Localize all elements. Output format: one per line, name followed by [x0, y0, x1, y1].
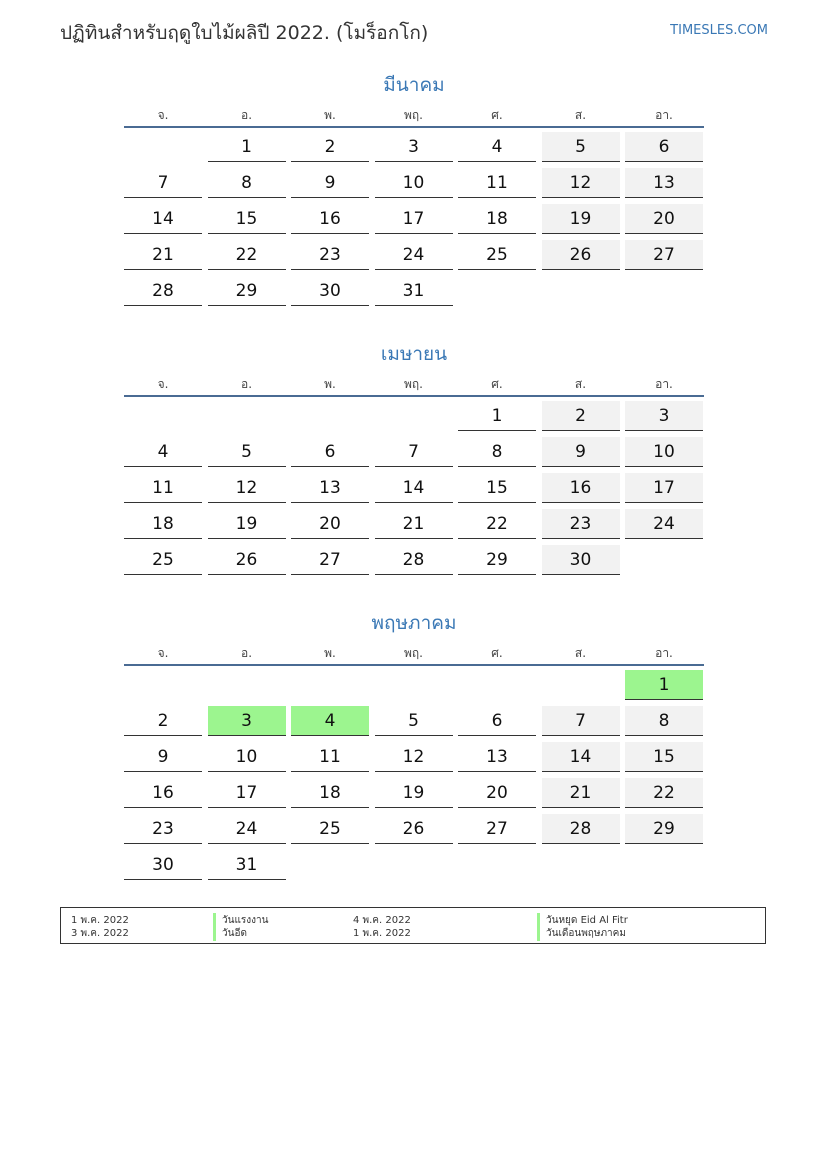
day-cell[interactable]: 15: [625, 742, 703, 772]
weekday-label: พ.: [324, 108, 336, 122]
weekday-label: อา.: [655, 108, 673, 122]
day-cell[interactable]: 3: [375, 132, 453, 162]
day-cell[interactable]: 26: [375, 814, 453, 844]
weekday-label: จ.: [157, 377, 169, 391]
day-cell[interactable]: 23: [542, 509, 620, 539]
legend-name: วันอีด: [213, 926, 247, 941]
day-cell[interactable]: 19: [375, 778, 453, 808]
day-cell[interactable]: 6: [625, 132, 703, 162]
day-cell[interactable]: 20: [458, 778, 536, 808]
site-link[interactable]: TIMESLES.COM: [670, 23, 768, 38]
legend-name: วันแรงงาน: [213, 913, 268, 928]
day-cell[interactable]: 19: [208, 509, 286, 539]
day-cell[interactable]: 12: [375, 742, 453, 772]
day-cell[interactable]: 10: [208, 742, 286, 772]
weekday-label: อา.: [655, 377, 673, 391]
day-cell[interactable]: 8: [625, 706, 703, 736]
weekday-label: จ.: [157, 646, 169, 660]
day-cell[interactable]: 14: [542, 742, 620, 772]
weekday-header: [124, 375, 704, 395]
day-cell[interactable]: 3: [625, 401, 703, 431]
day-cell[interactable]: 1: [458, 401, 536, 431]
weekday-header: [124, 106, 704, 126]
weekday-label: จ.: [157, 108, 169, 122]
day-cell[interactable]: 11: [291, 742, 369, 772]
day-cell[interactable]: 26: [542, 240, 620, 270]
day-cell[interactable]: 6: [458, 706, 536, 736]
day-cell[interactable]: 27: [291, 545, 369, 575]
day-cell[interactable]: 5: [208, 437, 286, 467]
day-cell[interactable]: 25: [124, 545, 202, 575]
day-cell[interactable]: 6: [291, 437, 369, 467]
weekday-label: ศ.: [491, 646, 503, 660]
day-cell[interactable]: 21: [542, 778, 620, 808]
month-title: มีนาคม: [383, 74, 445, 96]
day-cell[interactable]: 7: [124, 168, 202, 198]
legend-date: 1 พ.ค. 2022: [71, 915, 129, 926]
day-cell[interactable]: 30: [542, 545, 620, 575]
day-cell[interactable]: 27: [458, 814, 536, 844]
day-cell[interactable]: 24: [375, 240, 453, 270]
day-cell[interactable]: 13: [625, 168, 703, 198]
legend-date: 3 พ.ค. 2022: [71, 928, 129, 939]
weekday-label: ศ.: [491, 377, 503, 391]
weekday-label: พ.: [324, 646, 336, 660]
day-cell[interactable]: 14: [124, 204, 202, 234]
day-cell[interactable]: 5: [542, 132, 620, 162]
day-cell[interactable]: 22: [625, 778, 703, 808]
day-cell[interactable]: 2: [124, 706, 202, 736]
day-cell[interactable]: 21: [375, 509, 453, 539]
weekday-label: ส.: [574, 646, 587, 660]
day-cell[interactable]: 30: [124, 850, 202, 880]
day-cell[interactable]: 4: [458, 132, 536, 162]
day-cell[interactable]: 13: [291, 473, 369, 503]
day-cell[interactable]: 4: [124, 437, 202, 467]
day-cell[interactable]: 13: [458, 742, 536, 772]
day-cell[interactable]: 20: [625, 204, 703, 234]
weekday-label: พฤ.: [404, 377, 423, 391]
day-cell[interactable]: 2: [542, 401, 620, 431]
day-cell[interactable]: 12: [208, 473, 286, 503]
day-cell[interactable]: 2: [291, 132, 369, 162]
day-cell[interactable]: 18: [458, 204, 536, 234]
weekday-label: พ.: [324, 377, 336, 391]
day-cell[interactable]: 7: [542, 706, 620, 736]
day-cell[interactable]: 4: [291, 706, 369, 736]
day-cell[interactable]: 22: [208, 240, 286, 270]
day-cell[interactable]: 29: [625, 814, 703, 844]
weekday-label: พฤ.: [404, 646, 423, 660]
month-title: พฤษภาคม: [371, 612, 457, 634]
weekday-label: อ.: [240, 377, 253, 391]
day-cell[interactable]: 26: [208, 545, 286, 575]
header-rule: [124, 395, 704, 397]
day-cell[interactable]: 16: [542, 473, 620, 503]
day-cell[interactable]: 8: [208, 168, 286, 198]
day-cell[interactable]: 17: [208, 778, 286, 808]
day-cell[interactable]: 9: [291, 168, 369, 198]
day-cell[interactable]: 31: [375, 276, 453, 306]
day-cell[interactable]: 15: [458, 473, 536, 503]
weekday-label: อ.: [240, 646, 253, 660]
day-cell[interactable]: 23: [124, 814, 202, 844]
day-cell[interactable]: 25: [458, 240, 536, 270]
day-cell[interactable]: 16: [291, 204, 369, 234]
legend-name: วันหยุด Eid Al Fitr: [537, 913, 628, 928]
legend-date: 1 พ.ค. 2022: [353, 928, 411, 939]
day-cell[interactable]: 23: [291, 240, 369, 270]
day-cell[interactable]: 24: [208, 814, 286, 844]
day-cell[interactable]: 30: [291, 276, 369, 306]
day-cell[interactable]: 15: [208, 204, 286, 234]
day-cell[interactable]: 10: [625, 437, 703, 467]
page-header: [60, 18, 768, 48]
legend-date: 4 พ.ค. 2022: [353, 915, 411, 926]
day-cell[interactable]: 18: [291, 778, 369, 808]
day-cell[interactable]: 31: [208, 850, 286, 880]
month-title: เมษายน: [380, 343, 448, 365]
legend-name: วันเดือนพฤษภาคม: [537, 926, 626, 941]
weekday-label: อา.: [655, 646, 673, 660]
day-cell[interactable]: 24: [625, 509, 703, 539]
day-cell[interactable]: 29: [208, 276, 286, 306]
day-cell[interactable]: 28: [375, 545, 453, 575]
day-cell[interactable]: 16: [124, 778, 202, 808]
day-cell[interactable]: 10: [375, 168, 453, 198]
day-cell[interactable]: 14: [375, 473, 453, 503]
day-cell[interactable]: 11: [458, 168, 536, 198]
day-cell[interactable]: 18: [124, 509, 202, 539]
weekday-label: ส.: [574, 377, 587, 391]
day-cell[interactable]: 25: [291, 814, 369, 844]
header-rule: [124, 664, 704, 666]
day-cell[interactable]: 19: [542, 204, 620, 234]
day-cell[interactable]: 17: [625, 473, 703, 503]
day-cell[interactable]: 5: [375, 706, 453, 736]
day-cell[interactable]: 17: [375, 204, 453, 234]
weekday-label: ส.: [574, 108, 587, 122]
holiday-legend: [60, 907, 766, 944]
weekday-header: [124, 644, 704, 664]
day-cell[interactable]: 12: [542, 168, 620, 198]
day-cell[interactable]: 29: [458, 545, 536, 575]
day-cell[interactable]: 3: [208, 706, 286, 736]
weekday-label: อ.: [240, 108, 253, 122]
day-cell[interactable]: 22: [458, 509, 536, 539]
day-cell[interactable]: 7: [375, 437, 453, 467]
day-cell[interactable]: 27: [625, 240, 703, 270]
day-cell[interactable]: 9: [542, 437, 620, 467]
header-rule: [124, 126, 704, 128]
day-cell[interactable]: 28: [124, 276, 202, 306]
day-cell[interactable]: 21: [124, 240, 202, 270]
day-cell[interactable]: 8: [458, 437, 536, 467]
day-cell[interactable]: 20: [291, 509, 369, 539]
day-cell[interactable]: 9: [124, 742, 202, 772]
page-title: ปฏิทินสำหรับฤดูใบไม้ผลิปี 2022. (โมร็อกโก): [60, 22, 429, 44]
day-cell[interactable]: 11: [124, 473, 202, 503]
weekday-label: พฤ.: [404, 108, 423, 122]
weekday-label: ศ.: [491, 108, 503, 122]
day-cell[interactable]: 28: [542, 814, 620, 844]
day-cell[interactable]: 1: [625, 670, 703, 700]
day-cell[interactable]: 1: [208, 132, 286, 162]
